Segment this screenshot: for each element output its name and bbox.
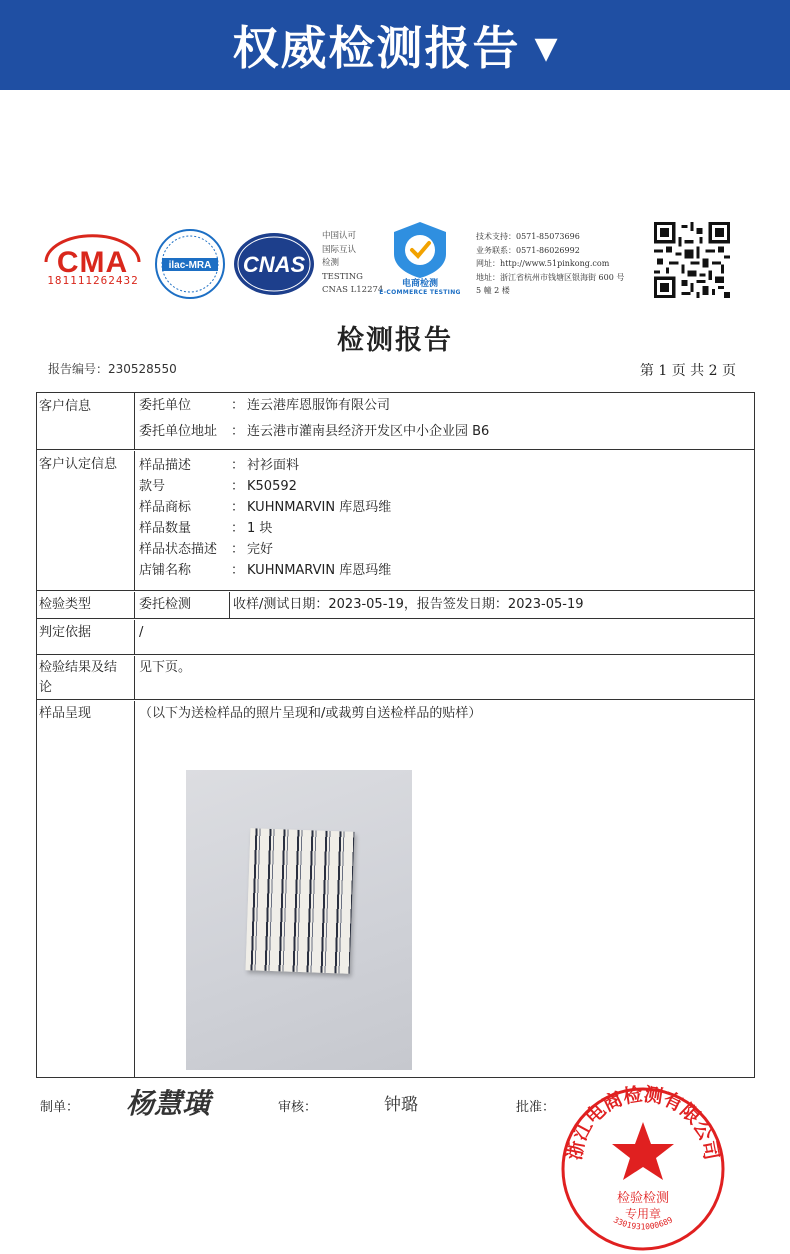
approve-label: 批准： [516, 1100, 556, 1115]
header-banner [0, 0, 790, 90]
cnas-logo-icon [232, 231, 316, 297]
svg-text:浙江电商检测有限公司: 浙江电商检测有限公司 [563, 1084, 723, 1162]
row-label: 判定依据 [39, 625, 92, 640]
ilac-mra-logo-icon [154, 228, 226, 300]
row-label: 客户认定信息 [39, 457, 118, 472]
contact-info: 技术支持：0571-85073696 业务联系：0571-86026992 网址：http://www.51pinkong.com 地址：浙江省杭州市钱塘区银海街 600 号 5 幢 2 楼 [476, 232, 625, 295]
kv-item: 委托单位地址 ： 连云港市灌南县经济开发区中小企业园 B6 [139, 424, 490, 439]
kv-item: 委托单位 ： 连云港库恩服饰有限公司 [139, 398, 391, 413]
svg-text:CNAS: CNAS [242, 252, 306, 277]
inspection-type-row [37, 592, 754, 619]
made-by-label: 制单： [40, 1100, 80, 1115]
ecommerce-label: 电商检测 E-COMMERCE TESTING [379, 279, 461, 296]
striped-fabric-swatch [246, 828, 355, 974]
document-title: 检测报告 [337, 325, 453, 356]
basis-value: / [139, 625, 144, 640]
official-seal-stamp-icon [558, 1084, 728, 1254]
qr-code-icon [654, 222, 730, 298]
row-label: 检验类型 [39, 597, 92, 612]
inspection-type-value: 委托检测 [139, 597, 192, 612]
review-signature: 钟璐 [384, 1095, 418, 1115]
kv-item: 样品商标 ： KUHNMARVIN 库恩玛维 [139, 500, 392, 515]
cma-number: 181111262432 [47, 274, 139, 287]
kv-item: 样品数量 ： 1 块 [139, 521, 273, 536]
row-label: 样品呈现 [39, 706, 92, 721]
judgment-basis-row [37, 620, 754, 655]
certification-logos [0, 214, 790, 314]
svg-text:专用章: 专用章 [624, 1207, 662, 1221]
svg-text:3301931000689: 3301931000689 [611, 1215, 675, 1232]
kv-item: 样品描述 ： 衬衫面料 [139, 458, 300, 473]
cnas-text: 中国认可 国际互认 检测 TESTING CNAS L12274 [322, 231, 384, 295]
inspection-dates: 收样/测试日期：2023-05-19，报告签发日期：2023-05-19 [233, 597, 584, 612]
kv-item: 款号 ： K50592 [139, 479, 297, 494]
report-number: 报告编号：230528550 [48, 362, 177, 376]
result-row [37, 656, 754, 700]
svg-text:ilac-MRA: ilac-MRA [168, 260, 212, 271]
client-confirmed-row [37, 451, 754, 591]
svg-text:检验检测: 检验检测 [616, 1191, 670, 1206]
client-info-row [37, 393, 754, 450]
sample-photo [186, 770, 412, 1070]
kv-item: 店铺名称 ： KUHNMARVIN 库恩玛维 [139, 563, 392, 578]
svg-text:CMA: CMA [56, 246, 129, 279]
kv-item: 样品状态描述 ： 完好 [139, 542, 274, 557]
row-label: 检验结果及结 论 [39, 660, 118, 695]
result-value: 见下页。 [139, 660, 192, 675]
page-info: 第 1 页 共 2 页 [639, 363, 736, 379]
chevron-down-icon: ▼ [534, 30, 558, 66]
sample-note: （以下为送检样品的照片呈现和/或裁剪自送检样品的贴样） [139, 706, 482, 721]
made-by-signature: 杨慧璜 [126, 1087, 211, 1120]
review-label: 审核： [278, 1100, 318, 1115]
banner-title: 权威检测报告 [232, 21, 521, 75]
row-label: 客户信息 [39, 399, 92, 414]
